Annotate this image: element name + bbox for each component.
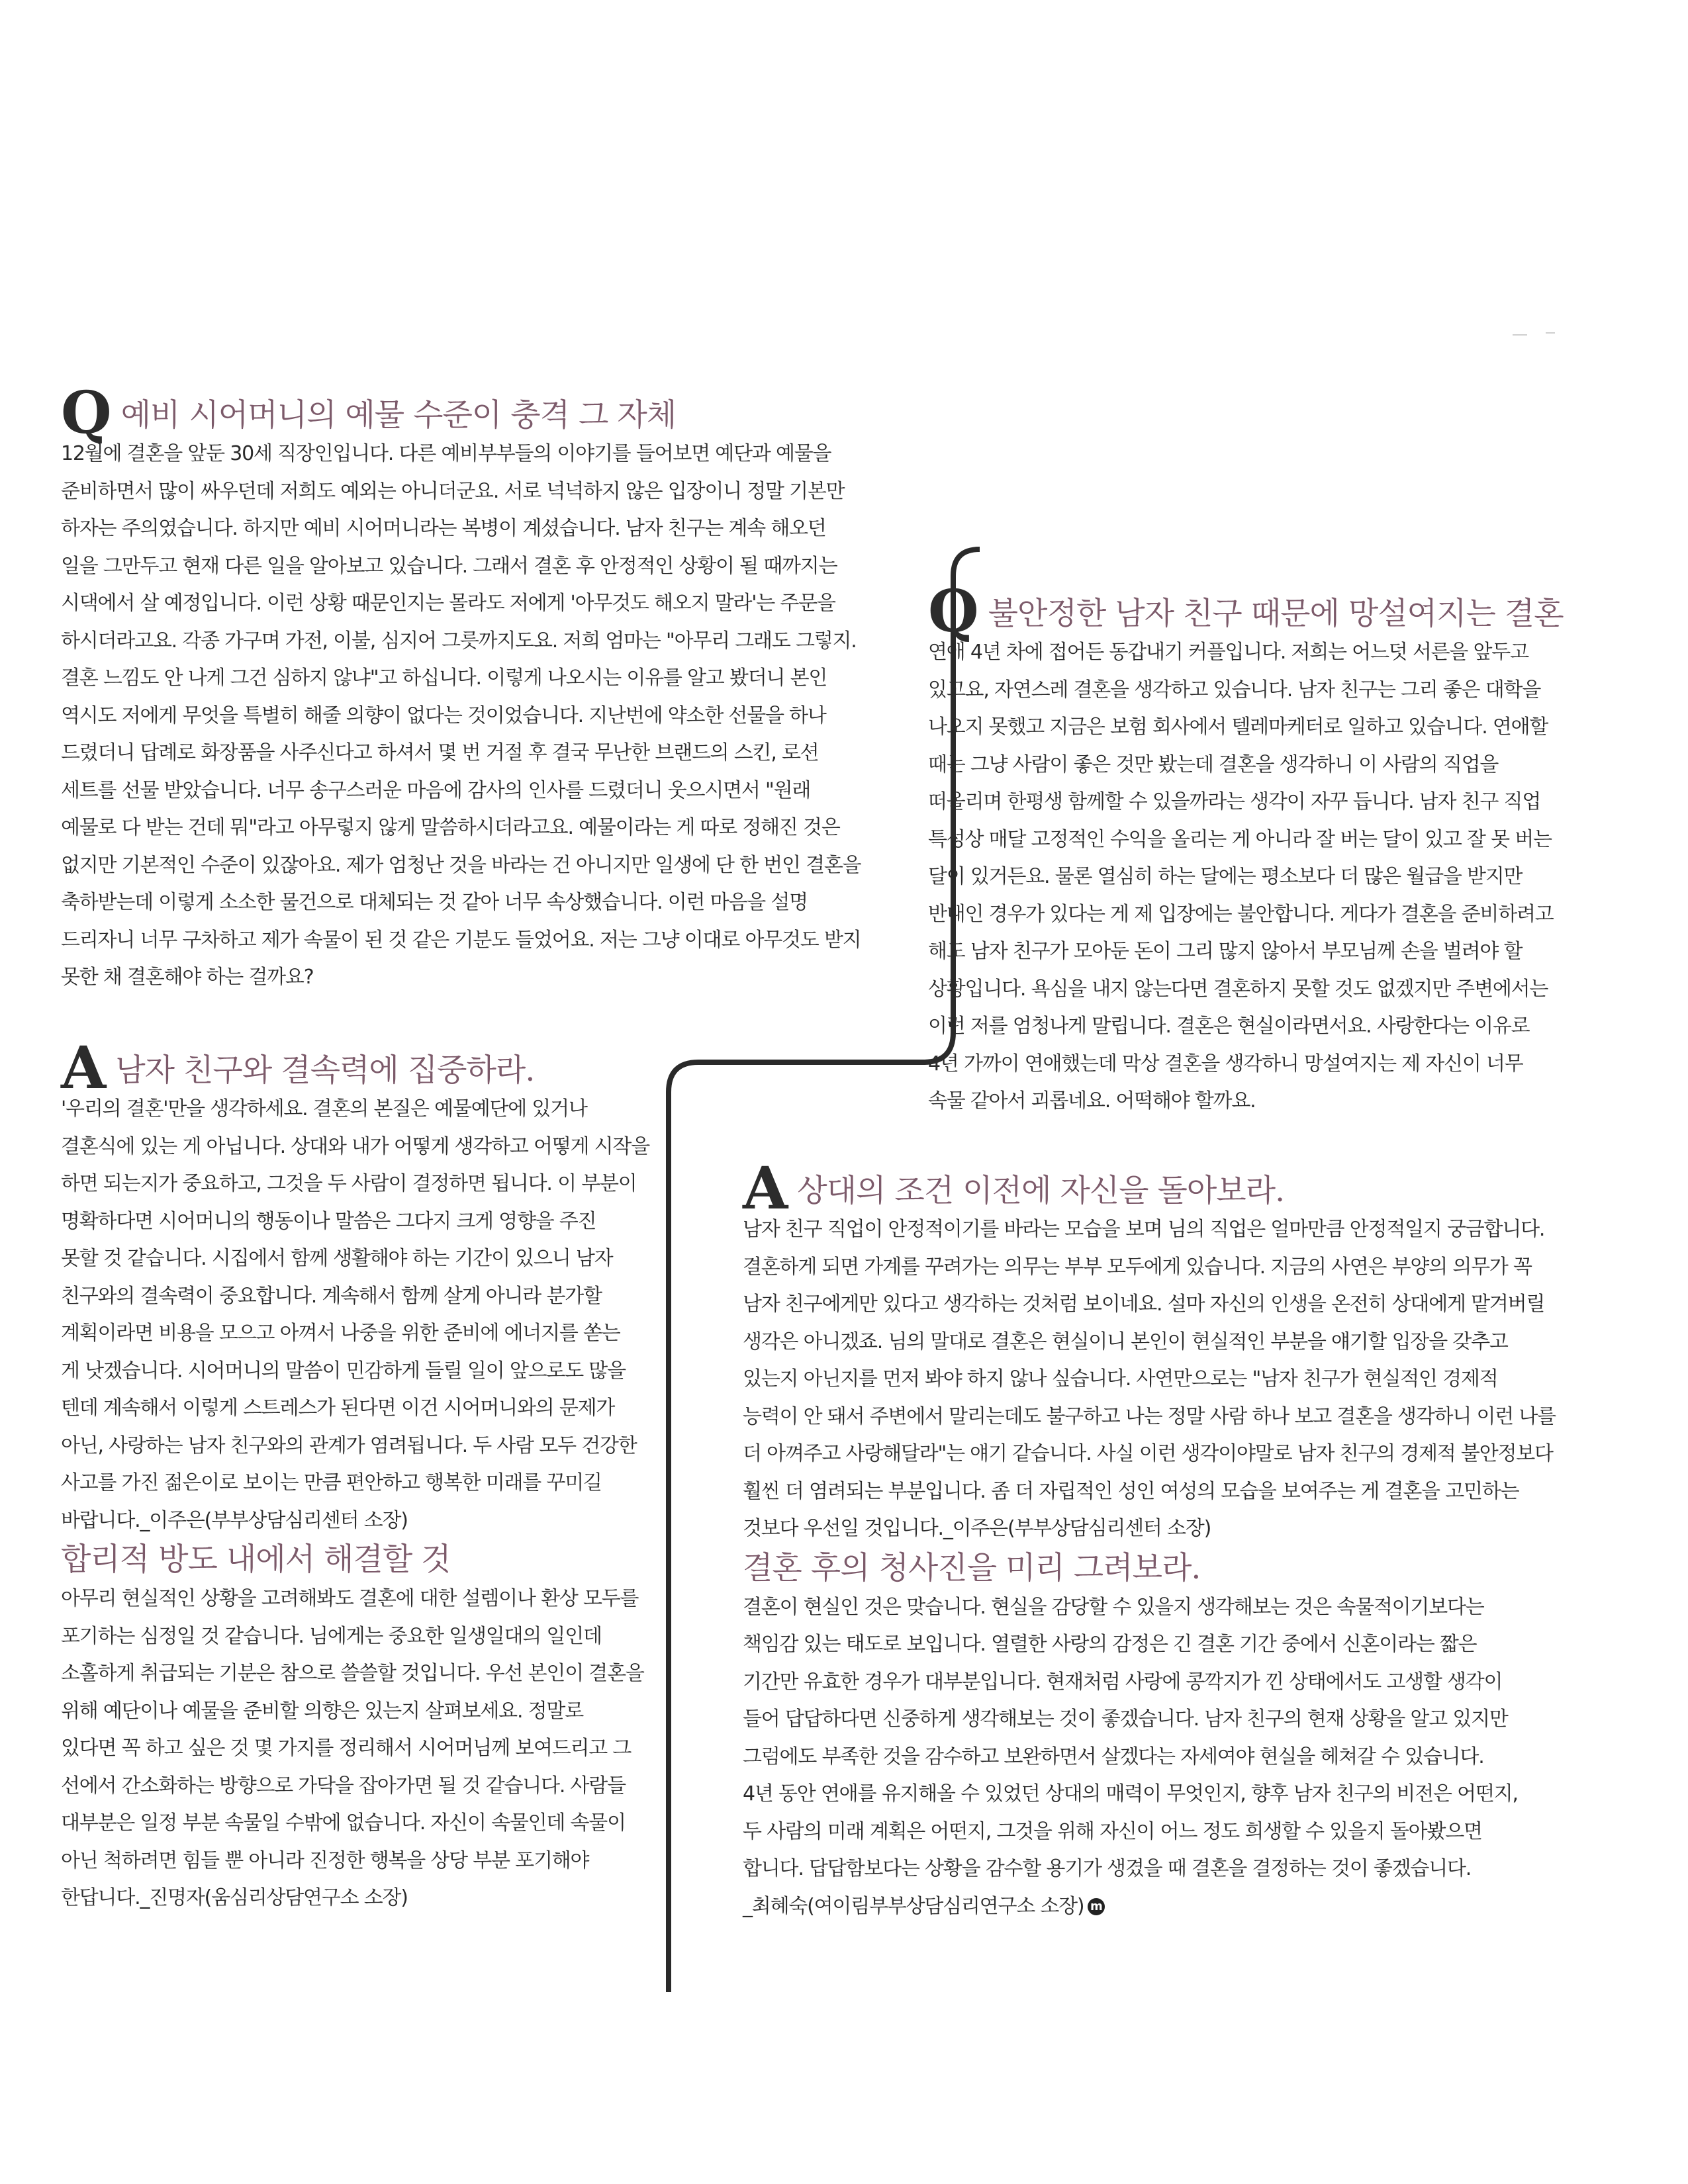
text-line xyxy=(743,1888,1556,1926)
q-letter: Q xyxy=(61,378,112,447)
text-line-end: 바랍니다. xyxy=(61,1508,140,1532)
text-line: 그럼에도 부족한 것을 감수하고 보완하면서 살겠다는 자세여야 현실을 헤쳐갈 수 있습니다. xyxy=(743,1745,1484,1768)
question-2 xyxy=(928,577,1564,1120)
text-line: 때는 그냥 사람이 좋은 것만 봤는데 결혼을 생각하니 이 사람의 직업을 xyxy=(928,752,1499,776)
text-line: 들어 답답하다면 신중하게 생각해보는 것이 좋겠습니다. 남자 친구의 현재 상황을 알고 있지만 xyxy=(743,1707,1508,1731)
text-line: 나오지 못했고 지금은 보험 회사에서 텔레마케터로 일하고 있습니다. 연애할 xyxy=(928,715,1548,739)
text-line: 기간만 유효한 경우가 대부분입니다. 현재처럼 사랑에 콩깍지가 낀 상태에서도 고생할 생각이 xyxy=(743,1670,1503,1694)
text-line: 시댁에서 살 예정입니다. 이런 상황 때문인지는 몰라도 저에게 '아무것도 해오지 말라'는 주문을 xyxy=(61,592,835,615)
text-line: 훨씬 더 염려되는 부분입니다. 좀 더 자립적인 성인 여성의 모습을 보여주는 게 결혼을 고민하는 xyxy=(743,1479,1519,1503)
text-line: 위해 예단이나 예물을 준비할 의향은 있는지 살펴보세요. 정말로 xyxy=(61,1699,583,1723)
text-line: 있다면 꼭 하고 싶은 것 몇 가지를 정리해서 시어머님께 보여드리고 그 xyxy=(61,1737,632,1760)
question-1-title: 예비 시어머니의 예물 수준이 충격 그 자체 xyxy=(120,397,677,433)
text-line-end: 것보다 우선일 것입니다. xyxy=(743,1517,943,1540)
text-line: 4년 가까이 연애했는데 막상 결혼을 생각하니 망설여지는 제 자신이 너무 xyxy=(928,1052,1523,1075)
text-line: 속물 같아서 괴롭네요. 어떡해야 할까요. xyxy=(928,1089,1256,1113)
text-line: 남자 친구에게만 있다고 생각하는 것처럼 보이네요. 설마 자신의 인생을 온전히 상대에게 맡겨버릴 xyxy=(743,1293,1545,1316)
text-line: 선에서 간소화하는 방향으로 가닥을 잡아가면 될 것 같습니다. 사람들 xyxy=(61,1774,626,1797)
text-line: 4년 동안 연애를 유지해올 수 있었던 상대의 매력이 무엇인지, 향후 남자 친구의 비전은 어떤지, xyxy=(743,1782,1518,1805)
a-letter: A xyxy=(61,1033,107,1102)
text-line: 합니다. 답답함보다는 상황을 감수할 용기가 생겼을 때 결혼을 결정하는 것이 좋겠습니다. xyxy=(743,1857,1472,1880)
text-line: 역시도 저에게 무엇을 특별히 해줄 의향이 없다는 것이었습니다. 지난번에 약소한 선물을 하나 xyxy=(61,704,826,727)
text-line: 연애 4년 차에 접어든 동갑내기 커플입니다. 저희는 어느덧 서른을 앞두고 xyxy=(928,641,1528,664)
text-line: 더 아껴주고 사랑해달라"는 얘기 같습니다. 사실 이런 생각이야말로 남자 친구의 경제적 불안정보다 xyxy=(743,1442,1553,1465)
text-line: 예물로 다 받는 건데 뭐"라고 아무렇지 않게 말씀하시더라고요. 예물이라는 게 따로 정해진 것은 xyxy=(61,816,840,839)
text-line: 아무리 현실적인 상황을 고려해봐도 결혼에 대한 설렘이나 환상 모두를 xyxy=(61,1587,639,1610)
end-mark-icon: m xyxy=(1088,1898,1105,1915)
text-line: 있는지 아닌지를 먼저 봐야 하지 않나 싶습니다. 사연만으로는 "남자 친구가 현실적인 경제적 xyxy=(743,1367,1498,1390)
text-line: 명확하다면 시어머니의 행동이나 말씀은 그다지 크게 영향을 주진 xyxy=(61,1209,596,1233)
text-line: 못한 채 결혼해야 하는 걸까요? xyxy=(61,966,314,989)
text-line xyxy=(743,1510,1556,1548)
text-line: 달이 있거든요. 물론 열심히 하는 달에는 평소보다 더 많은 월급을 받지만 xyxy=(928,865,1523,888)
answer-2-title: 상대의 조건 이전에 자신을 돌아보라. xyxy=(797,1173,1285,1209)
text-line: 사고를 가진 젊은이로 보이는 만큼 편안하고 행복한 미래를 꾸미길 xyxy=(61,1471,602,1494)
text-line: 하시더라고요. 각종 가구며 가전, 이불, 심지어 그릇까지도요. 저희 엄마는 "아무리 그래도 그렇지. xyxy=(61,629,857,653)
text-line: 계획이라면 비용을 모으고 아껴서 나중을 위한 준비에 에너지를 쏟는 xyxy=(61,1322,620,1345)
text-line: 텐데 계속해서 이렇게 스트레스가 된다면 이건 시어머니와의 문제가 xyxy=(61,1396,615,1420)
answer-2b-signature: _최혜숙(여이림부부상담심리연구소 소장) xyxy=(743,1894,1084,1918)
text-line: 없지만 기본적인 수준이 있잖아요. 제가 엄청난 것을 바라는 건 아니지만 일생에 단 한 번인 결혼을 xyxy=(61,853,861,877)
text-line: 아닌, 사랑하는 남자 친구와의 관계가 염려됩니다. 두 사람 모두 건강한 xyxy=(61,1433,637,1457)
text-line: 결혼하게 되면 가계를 꾸려가는 의무는 부부 모두에게 있습니다. 지금의 사연은 부양의 의무가 꼭 xyxy=(743,1255,1532,1279)
text-line: 축하받는데 이렇게 소소한 물건으로 대체되는 것 같아 너무 속상했습니다. 이런 마음을 설명 xyxy=(61,891,808,914)
text-line xyxy=(61,1502,649,1540)
answer-1b-signature: _진명자(움심리상담연구소 소장) xyxy=(140,1886,408,1909)
answer-1b-body xyxy=(61,1580,649,1917)
text-line: 게 낫겠습니다. 시어머니의 말씀이 민감하게 들릴 일이 앞으로도 많을 xyxy=(61,1359,626,1383)
text-line: 아닌 척하려면 힘들 뿐 아니라 진정한 행복을 상당 부분 포기해야 xyxy=(61,1848,589,1872)
text-line: 이런 저를 엄청나게 말립니다. 결혼은 현실이라면서요. 사랑한다는 이유로 xyxy=(928,1015,1530,1038)
q-letter: Q xyxy=(928,576,979,645)
answer-2 xyxy=(743,1154,1556,1925)
text-line: 생각은 아니겠죠. 님의 말대로 결혼은 현실이니 본인이 현실적인 부분을 얘기할 입장을 갖추고 xyxy=(743,1330,1508,1353)
text-line: 있고요, 자연스레 결혼을 생각하고 있습니다. 남자 친구는 그리 좋은 대학을 xyxy=(928,678,1541,702)
answer-2b-body xyxy=(743,1589,1556,1926)
text-line: 상황입니다. 욕심을 내지 않는다면 결혼하지 못할 것도 없겠지만 주변에서는 xyxy=(928,977,1548,1001)
answer-2-signature: _이주은(부부상담심리센터 소장) xyxy=(943,1517,1211,1540)
answer-1-signature: _이주은(부부상담심리센터 소장) xyxy=(140,1508,408,1532)
answer-1-title: 남자 친구와 결속력에 집중하라. xyxy=(115,1052,535,1089)
text-line: 드리자니 너무 구차하고 제가 속물이 된 것 같은 기분도 들었어요. 저는 그냥 이대로 아무것도 받지 xyxy=(61,928,861,952)
text-line: 반대인 경우가 있다는 게 제 입장에는 불안합니다. 게다가 결혼을 준비하려고 xyxy=(928,902,1554,926)
text-line: 대부분은 일정 부분 속물일 수밖에 없습니다. 자신이 속물인데 속물이 xyxy=(61,1811,626,1835)
question-1-body xyxy=(61,435,861,997)
text-line: 떠올리며 한평생 함께할 수 있을까라는 생각이 자꾸 듭니다. 남자 친구 직업 xyxy=(928,790,1541,813)
answer-2-body xyxy=(743,1211,1556,1548)
question-2-title: 불안정한 남자 친구 때문에 망설여지는 결혼 xyxy=(988,596,1564,632)
answer-1b-title: 합리적 방도 내에서 해결할 것 xyxy=(61,1541,451,1578)
text-line: 못할 것 같습니다. 시집에서 함께 생활해야 하는 기간이 있으니 남자 xyxy=(61,1247,613,1270)
text-line: 준비하면서 많이 싸우던데 저희도 예외는 아니더군요. 서로 넉넉하지 않은 입장이니 정말 기본만 xyxy=(61,479,845,503)
question-2-body xyxy=(928,634,1564,1120)
text-line: 능력이 안 돼서 주변에서 말리는데도 불구하고 나는 정말 사람 하나 보고 결혼을 생각하니 이런 나를 xyxy=(743,1404,1556,1428)
question-1 xyxy=(61,379,861,997)
text-line: 하면 되는지가 중요하고, 그것을 두 사람이 결정하면 됩니다. 이 부분이 xyxy=(61,1172,637,1195)
text-line: '우리의 결혼'만을 생각하세요. 결혼의 본질은 예물예단에 있거나 xyxy=(61,1097,587,1120)
text-line: 결혼 느낌도 안 나게 그건 심하지 않냐"고 하십니다. 이렇게 나오시는 이유를 알고 봤더니 본인 xyxy=(61,666,827,690)
a-letter: A xyxy=(743,1154,788,1222)
text-line-end: 한답니다. xyxy=(61,1886,140,1909)
text-line: 세트를 선물 받았습니다. 너무 송구스러운 마음에 감사의 인사를 드렸더니 웃으시면서 "원래 xyxy=(61,778,811,802)
text-line: 결혼식에 있는 게 아닙니다. 상대와 내가 어떻게 생각하고 어떻게 시작을 xyxy=(61,1134,649,1158)
text-line: 포기하는 심정일 것 같습니다. 님에게는 중요한 일생일대의 일인데 xyxy=(61,1624,602,1648)
text-line: 해도 남자 친구가 모아둔 돈이 그리 많지 않아서 부모님께 손을 벌려야 할 xyxy=(928,940,1523,963)
text-line: 두 사람의 미래 계획은 어떤지, 그것을 위해 자신이 어느 정도 희생할 수 있을지 돌아봤으면 xyxy=(743,1819,1482,1843)
text-line: 남자 친구 직업이 안정적이기를 바라는 모습을 보며 님의 직업은 얼마만큼 안정적일지 궁금합니다. xyxy=(743,1218,1545,1241)
text-line: 12월에 결혼을 앞둔 30세 직장인입니다. 다른 예비부부들의 이야기를 들어보면 예단과 예물을 xyxy=(61,442,831,465)
answer-1-body xyxy=(61,1091,649,1539)
text-line: 소홀하게 취급되는 기분은 참으로 쓸쓸할 것입니다. 우선 본인이 결혼을 xyxy=(61,1662,644,1685)
text-line: 하자는 주의였습니다. 하지만 예비 시어머니라는 복병이 계셨습니다. 남자 친구는 계속 해오던 xyxy=(61,517,826,540)
answer-1 xyxy=(61,1034,649,1917)
text-line: 드렸더니 답례로 화장품을 사주신다고 하셔서 몇 번 거절 후 결국 무난한 브랜드의 스킨, 로션 xyxy=(61,741,819,764)
text-line xyxy=(61,1880,649,1917)
text-line: 특성상 매달 고정적인 수익을 올리는 게 아니라 잘 버는 달이 있고 잘 못 버는 xyxy=(928,827,1552,851)
text-line: 일을 그만두고 현재 다른 일을 알아보고 있습니다. 그래서 결혼 후 안정적인 상황이 될 때까지는 xyxy=(61,554,837,578)
text-line: 친구와의 결속력이 중요합니다. 계속해서 함께 살게 아니라 분가할 xyxy=(61,1284,602,1308)
answer-2b-title: 결혼 후의 청사진을 미리 그려보라. xyxy=(743,1549,1201,1586)
text-line: 결혼이 현실인 것은 맞습니다. 현실을 감당할 수 있을지 생각해보는 것은 속물적이기보다는 xyxy=(743,1595,1484,1619)
text-line: 책임감 있는 태도로 보입니다. 열렬한 사랑의 감정은 긴 결혼 기간 중에서 신혼이라는 짧은 xyxy=(743,1633,1477,1656)
